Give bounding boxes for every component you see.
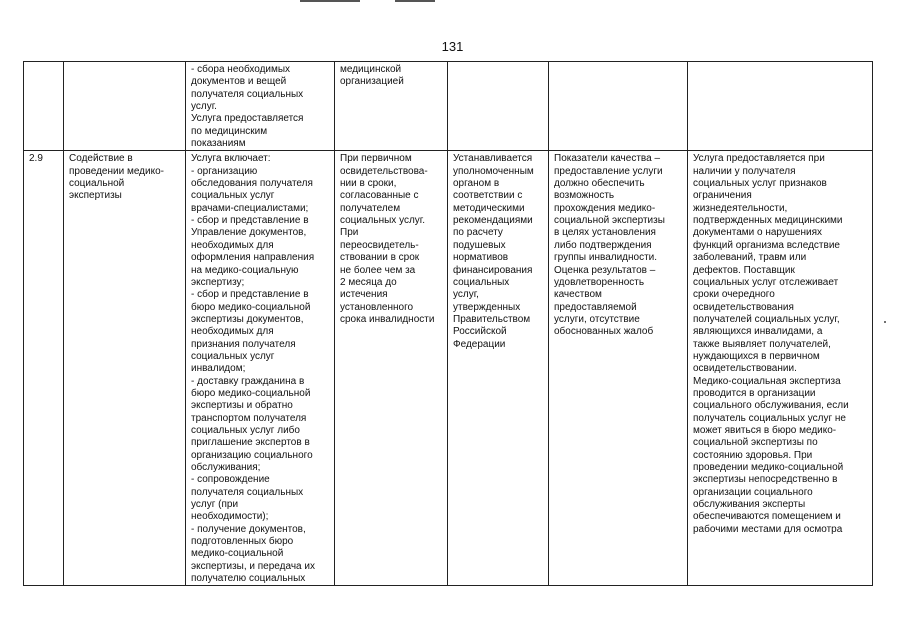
cell-service-content: [186, 151, 335, 586]
cell-number: [24, 62, 64, 151]
scan-top-rule-left: [300, 0, 360, 2]
cell-service-terms-text: При первичном освидетельствова- нии в сроки, согласованные с получателем социальных услуг. При переосвидетель- ствовании в срок не более чем за 2 месяца до истечения установленного срока инвалидности: [340, 153, 435, 325]
scan-speck: [884, 321, 886, 323]
cell-service-content: [186, 62, 335, 151]
table-row: [24, 62, 873, 151]
cell-service-norms: [448, 151, 549, 586]
cell-service-conditions: [688, 62, 873, 151]
cell-service-conditions-text: Услуга предоставляется при наличии у получателя социальных услуг признаков ограничения жизнедеятельности, подтвержденных медицинскими документами о нарушениях функций организма вследствие заболеваний, травм или дефектов. Поставщик социальных услуг отслеживает сроки очередного освидетельствования получателей социальных услуг, являющихся инвалидами, а также выявляет получателей, нуждающихся в первичном освидетельствовании. Медико-социальная экспертиза проводится в организации социального обслуживания, если получатель социальных услуг не может явиться в бюро медико- социальной экспертизы по состоянию здоровья. При проведении медико-социальной экспертизы непосредственно в организации социального обслуживания эксперты обеспечиваются помещением и рабочими местами для осмотра: [693, 153, 849, 535]
page-number: 131: [441, 39, 464, 54]
services-table: [23, 61, 873, 586]
cell-service-content-text: Услуга включает: - организацию обследования получателя социальных услуг врачами-специалистами; - сбор и представление в Управление документов, необходимых для оформления направления на медико-социальную экспертизу; - сбор и представление в бюро медико-социальной экспертизы документов, необходимых для признания получателя социальных услуг инвалидом; - доставку гражданина в бюро медико-социальной экспертизы и обратно транспортом получателя социальных услуг либо приглашение экспертов в организацию социального обслуживания; - сопровождение получателя социальных услуг (при необходимости); - получение документов, подготовленных бюро медико-социальной экспертизы, и передача их получателю социальных: [191, 153, 315, 585]
cell-service-norms-text: Устанавливается уполномоченным органом в соответствии с методическими рекомендациями по расчету подушевых нормативов финансирования социальных услуг, утвержденных Правительством Российской Федерации: [453, 153, 534, 350]
cell-service-quality-text: Показатели качества – предоставление услуги должно обеспечить возможность прохождения медико- социальной экспертизы в целях установления либо подтверждения группы инвалидности. Оценка результатов – удовлетворенность качеством предоставляемой услуги, отсутствие обоснованных жалоб: [554, 153, 665, 338]
cell-service-name: [64, 151, 186, 586]
cell-service-terms-text: медицинской организацией: [340, 64, 404, 88]
scan-top-rule-right: [395, 0, 435, 2]
cell-service-norms: [448, 62, 549, 151]
cell-number-text: 2.9: [29, 153, 43, 165]
cell-number: [24, 151, 64, 586]
cell-service-name: [64, 62, 186, 151]
cell-service-quality: [549, 62, 688, 151]
cell-service-content-text: - сбора необходимых документов и вещей получателя социальных услуг. Услуга предоставляется по медицинским показаниям: [191, 64, 304, 150]
cell-service-quality: [549, 151, 688, 586]
cell-service-terms: [335, 62, 448, 151]
cell-service-name-text: Содействие в проведении медико- социальной экспертизы: [69, 153, 164, 202]
cell-service-conditions: [688, 151, 873, 586]
table-row: [24, 151, 873, 586]
cell-service-terms: [335, 151, 448, 586]
